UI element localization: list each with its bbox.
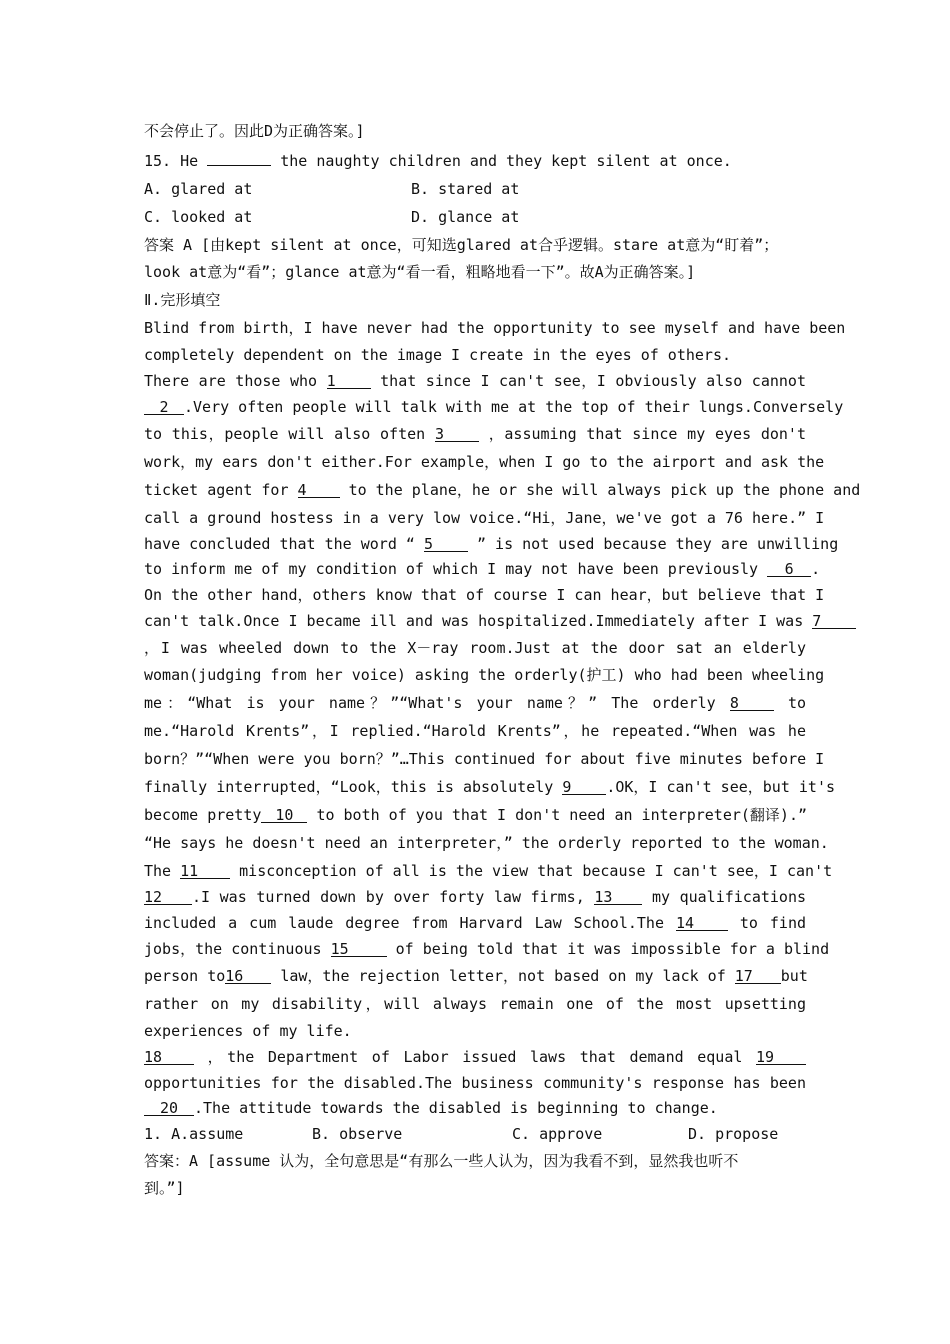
blank-1: 1 [327, 369, 371, 389]
passage-text: . [811, 560, 821, 578]
blank-11: 11 [180, 859, 230, 879]
q1-option-a: 1. A.assume [144, 1125, 244, 1143]
passage-text: There are those who [144, 372, 318, 390]
q1-option-b: B. observe [312, 1125, 403, 1143]
blank-13: 13 [594, 885, 642, 905]
passage-text: me：“What is your name？”“What's your name？” The orderly [144, 694, 716, 712]
blank-4: 4 [298, 478, 340, 498]
passage-line: experiences of my life. [144, 1022, 352, 1040]
passage-text: finally interrupted，“Look，this is absolutely [144, 778, 554, 796]
passage-line: “He says he doesn't need an interpreter，” the orderly reported to the woman. [144, 834, 829, 852]
passage-text: to this，people will also often [144, 425, 426, 443]
passage-text: person to [144, 967, 226, 985]
passage-text: to inform me of my condition of which I may not have been previously [144, 560, 759, 578]
passage-line: On the other hand，others know that of course I can hear，but believe that I [144, 586, 825, 604]
passage-line: rather on my disability，will always remain one of the most upsetting [144, 995, 806, 1013]
options-row-1 [144, 177, 806, 201]
answer-15-line-1: 答案 A [由kept silent at once，可知选glared at合乎逻辑。stare at意为“盯着”； [144, 236, 779, 254]
passage-line [144, 859, 833, 883]
passage-line: completely dependent on the image I create in the eyes of others. [144, 346, 731, 364]
answer-15-line-2: look at意为“看”；glance at意为“看一看，粗略地看一下”。故A为正确答案。] [144, 263, 696, 281]
blank-3: 3 [435, 422, 479, 442]
answer-14-tail: 不会停止了。因此D为正确答案。] [144, 122, 365, 140]
passage-text: .OK，I can't see，but it's [606, 778, 836, 796]
passage-line [144, 1045, 806, 1069]
passage-line [144, 885, 806, 909]
passage-text: to [787, 694, 807, 712]
passage-text: .I was turned down by over forty law firms, [192, 888, 585, 906]
passage-text: my qualifications [651, 888, 807, 906]
passage-line: opportunities for the disabled.The business community's response has been [144, 1074, 806, 1092]
passage-line [144, 557, 821, 581]
passage-line [144, 532, 839, 556]
blank-5: 5 [424, 532, 468, 552]
passage-line: ，I was wheeled down to the X－ray room.Just at the door sat an elderly [144, 639, 806, 657]
question-15 [144, 149, 806, 173]
passage-line: woman(judging from her voice) asking the orderly(护工) who had been wheeling [144, 666, 825, 684]
passage-line [144, 691, 806, 715]
option-a: A. glared at [144, 180, 253, 198]
passage-text: ，assuming that since my eyes don't [488, 425, 806, 443]
section-heading: Ⅱ.完形填空 [144, 291, 221, 309]
passage-text: to the plane，he or she will always pick up the phone and [348, 481, 861, 499]
blank-6: 6 [767, 557, 811, 577]
passage-text: that since I can't see，I obviously also cannot [380, 372, 806, 390]
blank-12: 12 [144, 885, 192, 905]
blank-16: 16 [225, 964, 271, 984]
passage-line: me.“Harold Krents”，I replied.“Harold Krents”，he repeated.“When was he [144, 722, 806, 740]
q1-option-d: D. propose [688, 1125, 779, 1143]
option-b: B. stared at [411, 180, 520, 198]
passage-text: misconception of all is the view that because I can't see，I can't [239, 862, 833, 880]
passage-text: law，the rejection letter，not based on my lack of [280, 967, 726, 985]
passage-text: have concluded that the word “ [144, 535, 415, 553]
option-c: C. looked at [144, 208, 253, 226]
passage-text: .The attitude towards the disabled is beginning to change. [194, 1099, 718, 1117]
passage-line [144, 395, 844, 419]
blank-19: 19 [756, 1045, 806, 1065]
blank-10: 10 [261, 803, 307, 823]
passage-text: ” is not used because they are unwilling [477, 535, 839, 553]
answer-1-line-2: 到。”] [144, 1179, 185, 1197]
question-15-prefix: 15. He [144, 152, 199, 170]
passage-line [144, 775, 836, 799]
passage-text: can't talk.Once I became ill and was hospitalized.Immediately after I was [144, 612, 804, 630]
passage-line: Blind from birth，I have never had the opportunity to see myself and have been [144, 319, 846, 337]
blank-18: 18 [144, 1045, 194, 1065]
blank-2: 2 [144, 395, 184, 415]
passage-line [144, 609, 822, 633]
passage-line [144, 937, 830, 961]
blank-20: 20 [144, 1096, 194, 1116]
passage-line: work，my ears don't either.For example，when I go to the airport and ask the [144, 453, 825, 471]
passage-line: call a ground hostess in a very low voice.“Hi，Jane，we've got a 76 here.” I [144, 509, 825, 527]
passage-text: ticket agent for [144, 481, 289, 499]
passage-text: to find [739, 914, 807, 932]
passage-line [144, 422, 806, 446]
passage-text: ，the Department of Labor issued laws that demand equal [207, 1048, 743, 1066]
passage-text: become pretty [144, 806, 262, 824]
passage-line [144, 964, 806, 988]
blank-17: 17 [735, 964, 781, 984]
blank-7: 7 [812, 609, 856, 629]
passage-text: but [780, 967, 808, 985]
blank-15: 15 [331, 937, 387, 957]
passage-text: jobs，the continuous [144, 940, 322, 958]
q1-option-c: C. approve [512, 1125, 603, 1143]
passage-line: born？”“When were you born？”…This continued for about five minutes before I [144, 750, 825, 768]
passage-line [144, 369, 806, 393]
passage-line [144, 911, 806, 935]
blank-8: 8 [730, 691, 774, 711]
options-row-2 [144, 205, 806, 229]
passage-text: The [144, 862, 172, 880]
passage-line [144, 478, 861, 502]
answer-1-line-1: 答案：A [assume 认为，全句意思是“有那么一些人认为，因为我看不到，显然我也听不 [144, 1152, 739, 1170]
blank-9: 9 [562, 775, 606, 795]
passage-text: of being told that it was impossible for a blind [395, 940, 830, 958]
blank-14: 14 [676, 911, 728, 931]
question-15-blank [207, 149, 271, 166]
passage-text: included a cum laude degree from Harvard Law School.The [144, 914, 664, 932]
options-row-q1 [144, 1122, 806, 1146]
passage-line [144, 803, 806, 827]
option-d: D. glance at [411, 208, 520, 226]
passage-text: .Very often people will talk with me at the top of their lungs.Conversely [184, 398, 844, 416]
passage-line [144, 1096, 806, 1120]
passage-text: to both of you that I don't need an interpreter(翻译).” [316, 806, 808, 824]
question-15-suffix: the naughty children and they kept silent at once. [280, 152, 732, 170]
